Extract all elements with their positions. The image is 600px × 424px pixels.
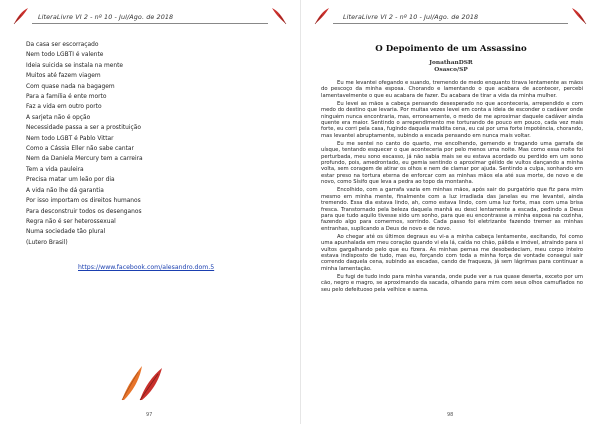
author-name: JonathanDSR <box>429 60 473 66</box>
poem-line: Regra não é ser heterossexual <box>26 218 116 225</box>
poem-line: Faz a vida em outro porto <box>26 104 102 111</box>
poem-line: Nem todo LGBTI é valente <box>26 52 104 59</box>
quill-icon <box>12 6 30 26</box>
poem-line: Como a Cássia Eller não sabe cantar <box>26 146 134 153</box>
header-text: LiteraLivre VI 2 - nº 10 - Jul/Ago. de 2018 <box>343 13 479 21</box>
right-page <box>300 0 600 424</box>
header-text: LiteraLivre VI 2 - nº 10 - Jul/Ago. de 2018 <box>38 13 174 21</box>
poem-line: Para a família é ente morto <box>26 94 107 101</box>
story-body <box>321 80 583 295</box>
page-number: 97 <box>146 412 153 418</box>
poem-line: Numa sociedade tão plural <box>26 229 106 236</box>
story-paragraph: Eu me sentei no canto do quarto, me encolhendo, gemendo e tragando uma garrafa de uísque, tentando esquecer o que aconteceria por pelo menos uma noite. Mas como essa noite foi perturbada, meu sono escasso, já não sabia mais se eu estava acordado ou perdido em um sono profundo, pois, amedrontado, eu gemia sentindo o aproximar gélido de vultos dançando a minha volta, sem coragem de atirar os olhos e nem de clamar por ajuda. Sentindo a culpa, sonhando em estar preso na tortura eterna de enforcar com as minhas mãos ela até sua morte, de novo e de novo, como Sísifo que leva a pedra ao topo da montanha. <box>321 140 583 186</box>
poem-line: Por isso importam os direitos humanos <box>26 198 141 205</box>
poem-line: Nem da Daniela Mercury tem a carreira <box>26 156 143 163</box>
story-paragraph: Ao chegar até os últimos degraus eu vi-a a minha cabeça lentamente, excitando, foi como uma apunhalada em meu coração quando vi ela lá, caída no chão, pálida e imóvel, atraindo para si vultos gargalhando pelo que eu fizera. As minhas pernas me desobedeciam, meu corpo inteiro estava indisposto de tudo, mas eu, forçando com toda a minha força de vontade consegui sair correndo daquela cena, subindo as escadas, cando de fraqueza, já sem lágrimas para continuar a minha lamentação. <box>321 233 583 272</box>
poem-line: Da casa ser escorraçado <box>26 42 99 48</box>
poem-line: Precisa matar um leão por dia <box>26 177 115 184</box>
story-paragraph: Eu fugi de tudo indo para minha varanda, onde pude ver a rua quase deserta, exceto por um cão, negro e magro, se aproximando da sacada, olhando para mim com seus olhos camuflados no seu pelo defeituoso pela velhice e sarna. <box>321 273 583 293</box>
author-location: Osasco/SP <box>434 67 468 73</box>
page-header <box>311 6 590 26</box>
poem-line: Muitos até fazem viagem <box>26 73 101 80</box>
quill-icon <box>313 6 331 26</box>
story-paragraph: Encolhido, com a garrafa vazia em minhas mãos, após sair do purgatório que fiz para mim mesmo em minha mente, finalmente com a luz irradiada das janelas eu me levantei, ainda tremendo. Essa dia estava lindo, ah, como estava lindo, com uma luz forte, mas com uma brisa fresca. Transtornado pela beleza daquela manhã eu desci lentamente a escada, pedindo a Deus para que tudo aquilo tivesse sido um sonho, para que eu encontrasse a minha esposa na cozinha, fazendo algo para comermos, sorrindo. Cada passo foi eletrizante fazendo tremer as minhas entranhas, suplicando a Deus de novo e de novo. <box>321 187 583 232</box>
poem-line: Para desconstruir todos os desenganos <box>26 208 142 215</box>
header-rule <box>32 23 268 24</box>
poem-line: Tem a vida pauleira <box>26 166 84 173</box>
poem-line: A sarjeta não é opção <box>26 114 91 121</box>
poem-line: A vida não lhe dá garantia <box>26 187 104 194</box>
quill-icon <box>270 6 288 26</box>
story-title: O Depoimento de um Assassino <box>375 44 527 54</box>
poem <box>26 40 276 248</box>
facebook-link[interactable]: https://www.facebook.com/alesandro.dom.5 <box>78 264 215 271</box>
poem-line: Ideia suicida se instala na mente <box>26 62 124 69</box>
page-number: 98 <box>447 412 454 418</box>
header-rule <box>333 23 568 24</box>
poem-line: Com quase nada na bagagem <box>26 83 115 90</box>
poem-signature: (Lutero Brasil) <box>26 239 68 246</box>
story-paragraph: Eu me levantei ofegando e suando, tremendo de medo enquanto tirava lentamente as mãos do pescoço da minha esposa. Chorando e lamentando o que acabara de acontecer, percebi lamentavelmente o que eu acabara de fazer. Eu acabara de tirar a vida da minha mulher. <box>321 80 583 99</box>
poem-line: Nem todo LGBT é Pablo Vittar <box>26 135 114 142</box>
quill-icon <box>570 6 588 26</box>
story-paragraph: Eu levei as mãos a cabeça pensando desesperado no que aconteceria, arrependido e com medo do destino que levaria. Por muitas vezes levei em conta a ideia de esconder o cadáver onde ninguém nunca encontraria, mas, erroneamente, o medo de me aproximar daquele cadáver ainda quente era maior. Sentindo o arrependimento me torturando de pouco em pouco, cada vez mais forte, eu corri pela casa, fugindo daquela maldita cena, eu cai por uma forte impotência, chorando, mas levantei abruptamente, subindo a escada pensando em nunca mais voltar. <box>321 100 583 139</box>
page-header <box>10 6 290 26</box>
poem-line: Necessidade passa a ser a prostituição <box>26 125 141 132</box>
feathers-icon <box>112 362 168 402</box>
story-byline <box>301 60 600 74</box>
